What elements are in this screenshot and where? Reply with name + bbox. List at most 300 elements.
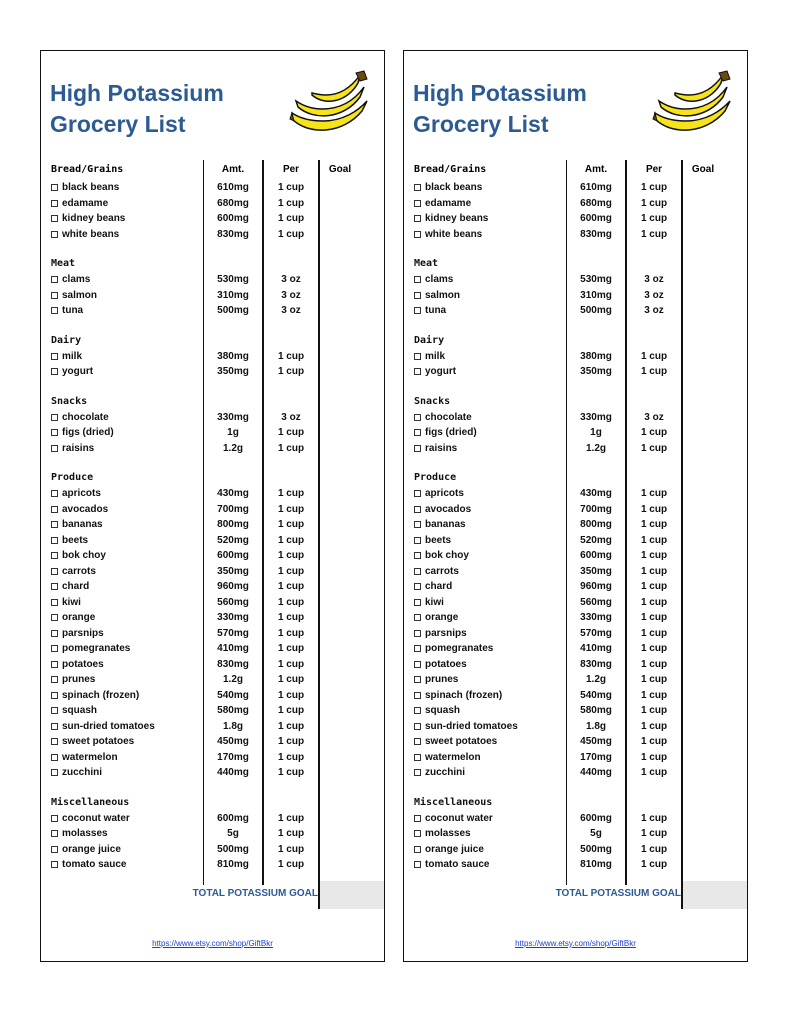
- item-name: [51, 364, 93, 380]
- item-name: [51, 227, 119, 243]
- list-item: [41, 288, 384, 304]
- item-label: chocolate: [62, 411, 109, 423]
- checkbox-icon[interactable]: [414, 490, 421, 497]
- item-label: tomato sauce: [62, 859, 127, 870]
- item-label: figs (dried): [425, 427, 477, 438]
- item-name: [414, 688, 502, 704]
- item-label: edamame: [425, 197, 472, 209]
- item-name: [414, 517, 466, 533]
- item-name: [51, 441, 94, 457]
- checkbox-icon[interactable]: [51, 830, 58, 837]
- banana-icon: [651, 69, 735, 145]
- checkbox-icon[interactable]: [51, 231, 58, 238]
- item-per: 1 cup: [277, 581, 305, 592]
- checkbox-icon[interactable]: [51, 368, 58, 375]
- item-name: [51, 502, 108, 518]
- item-name: [414, 211, 488, 227]
- checkbox-icon[interactable]: [414, 830, 421, 837]
- item-name: [51, 610, 95, 626]
- item-name: [414, 502, 471, 518]
- item-label: tuna: [425, 305, 447, 316]
- section-produce: [41, 470, 384, 781]
- item-amount: 600mg: [580, 550, 612, 561]
- checkbox-icon[interactable]: [414, 599, 421, 606]
- checkbox-icon[interactable]: [51, 846, 58, 853]
- checkbox-icon[interactable]: [51, 490, 58, 497]
- item-per: 1 cup: [277, 751, 305, 763]
- item-amount: 600mg: [217, 213, 249, 224]
- item-per: 1 cup: [640, 643, 668, 654]
- checkbox-icon[interactable]: [414, 307, 421, 314]
- list-item: [41, 211, 384, 227]
- checkbox-icon[interactable]: [51, 754, 58, 761]
- list-item: [41, 811, 384, 827]
- checkbox-icon[interactable]: [51, 445, 58, 452]
- item-amount: 560mg: [217, 596, 249, 608]
- checkbox-icon[interactable]: [51, 521, 58, 528]
- section-title: Miscellaneous: [51, 796, 130, 808]
- checkbox-icon[interactable]: [51, 429, 58, 436]
- list-item: [404, 579, 747, 595]
- item-amount: 600mg: [580, 213, 612, 224]
- item-label: raisins: [425, 442, 458, 454]
- section-gap: [404, 319, 747, 333]
- item-name: [51, 486, 101, 502]
- checkbox-icon[interactable]: [414, 429, 421, 436]
- item-per: 1 cup: [277, 596, 305, 608]
- section-miscellaneous: [41, 795, 384, 873]
- item-amount: 330mg: [217, 411, 249, 423]
- checkbox-icon[interactable]: [51, 215, 58, 222]
- list-item: [404, 410, 747, 426]
- grocery-table: [41, 164, 384, 873]
- list-item: [404, 641, 747, 657]
- item-name: [51, 719, 155, 735]
- item-per: 1 cup: [277, 228, 305, 240]
- checkbox-icon[interactable]: [51, 630, 58, 637]
- item-label: sweet potatoes: [62, 736, 135, 747]
- checkbox-icon[interactable]: [51, 769, 58, 776]
- checkbox-icon[interactable]: [51, 723, 58, 730]
- item-name: [51, 533, 88, 549]
- checkbox-icon[interactable]: [414, 506, 421, 513]
- item-amount: 520mg: [580, 534, 612, 546]
- item-per: 1 cup: [640, 366, 668, 377]
- item-per: 1 cup: [277, 213, 305, 224]
- column-header-row: [41, 164, 384, 180]
- item-amount: 1g: [590, 427, 602, 438]
- section-gap: [41, 319, 384, 333]
- item-per: 3 oz: [644, 289, 664, 301]
- item-label: molasses: [425, 828, 471, 839]
- checkbox-icon[interactable]: [51, 645, 58, 652]
- section-snacks: [404, 394, 747, 457]
- item-name: [51, 626, 104, 642]
- item-per: 1 cup: [640, 182, 668, 193]
- item-amount: 1g: [227, 427, 239, 438]
- item-amount: 580mg: [217, 705, 249, 716]
- checkbox-icon[interactable]: [414, 368, 421, 375]
- checkbox-icon[interactable]: [414, 630, 421, 637]
- list-item: [404, 595, 747, 611]
- list-item: [41, 441, 384, 457]
- section-gap: [404, 781, 747, 795]
- item-name: [414, 288, 460, 304]
- item-label: chard: [62, 581, 90, 592]
- item-name: [51, 857, 126, 873]
- checkbox-icon[interactable]: [414, 692, 421, 699]
- checkbox-icon[interactable]: [414, 445, 421, 452]
- checkbox-icon[interactable]: [51, 599, 58, 606]
- checkbox-icon[interactable]: [51, 292, 58, 299]
- checkbox-icon[interactable]: [414, 414, 421, 421]
- total-goal-box[interactable]: [683, 881, 747, 909]
- item-label: tomato sauce: [425, 859, 490, 870]
- item-per: 1 cup: [277, 627, 305, 639]
- list-item: [41, 719, 384, 735]
- grocery-table: [404, 164, 747, 873]
- item-name: [414, 734, 497, 750]
- checkbox-icon[interactable]: [414, 353, 421, 360]
- item-amount: 5g: [590, 828, 602, 839]
- title-line-2: Grocery List: [50, 111, 186, 137]
- checkbox-icon[interactable]: [414, 676, 421, 683]
- item-amount: 1.2g: [585, 674, 606, 685]
- item-name: [51, 211, 125, 227]
- checkbox-icon[interactable]: [414, 537, 421, 544]
- item-amount: 500mg: [580, 305, 612, 316]
- checkbox-icon[interactable]: [414, 707, 421, 714]
- list-item: [404, 502, 747, 518]
- item-per: 1 cup: [640, 565, 668, 577]
- item-amount: 170mg: [580, 751, 612, 763]
- shop-link[interactable]: https://www.etsy.com/shop/GiftBkr: [152, 939, 273, 948]
- item-name: [414, 579, 452, 595]
- item-per: 1 cup: [640, 812, 668, 824]
- list-item: [41, 672, 384, 688]
- checkbox-icon[interactable]: [51, 661, 58, 668]
- item-name: [51, 672, 95, 688]
- section-gap: [41, 242, 384, 256]
- item-per: 1 cup: [277, 658, 305, 670]
- item-amount: 350mg: [580, 565, 612, 577]
- section-title: Produce: [51, 472, 94, 483]
- list-item: [404, 734, 747, 750]
- item-per: 1 cup: [277, 736, 305, 747]
- checkbox-icon[interactable]: [51, 861, 58, 868]
- list-item: [41, 548, 384, 564]
- item-name: [414, 180, 482, 196]
- checkbox-icon[interactable]: [414, 292, 421, 299]
- item-amount: 560mg: [580, 596, 612, 608]
- section-miscellaneous: [404, 795, 747, 873]
- checkbox-icon[interactable]: [414, 521, 421, 528]
- item-name: [414, 410, 472, 426]
- item-per: 1 cup: [277, 859, 305, 870]
- item-per: 1 cup: [640, 720, 668, 732]
- list-item: [404, 548, 747, 564]
- list-item: [41, 657, 384, 673]
- list-item: [41, 272, 384, 288]
- checkbox-icon[interactable]: [51, 414, 58, 421]
- item-amount: 960mg: [217, 581, 249, 592]
- item-per: 1 cup: [277, 674, 305, 685]
- item-per: 1 cup: [277, 442, 305, 454]
- item-amount: 410mg: [217, 643, 249, 654]
- item-label: black beans: [62, 182, 120, 193]
- item-per: 3 oz: [281, 305, 301, 316]
- list-item: [404, 364, 747, 380]
- item-label: black beans: [425, 182, 483, 193]
- item-name: [414, 533, 451, 549]
- item-label: tuna: [62, 305, 84, 316]
- item-label: avocados: [62, 503, 109, 515]
- checkbox-icon[interactable]: [51, 707, 58, 714]
- list-item: [404, 303, 747, 319]
- checkbox-icon[interactable]: [51, 184, 58, 191]
- item-amount: 600mg: [217, 812, 249, 824]
- item-per: 1 cup: [277, 427, 305, 438]
- item-per: 1 cup: [640, 197, 668, 209]
- item-amount: 600mg: [217, 550, 249, 561]
- section-title: Meat: [414, 258, 439, 269]
- checkbox-icon[interactable]: [51, 692, 58, 699]
- shop-link[interactable]: https://www.etsy.com/shop/GiftBkr: [515, 939, 636, 948]
- item-label: apricots: [62, 488, 101, 499]
- item-label: watermelon: [62, 751, 118, 763]
- checkbox-icon[interactable]: [414, 184, 421, 191]
- item-per: 1 cup: [277, 503, 305, 515]
- item-per: 1 cup: [640, 350, 668, 362]
- item-per: 1 cup: [640, 550, 668, 561]
- item-name: [414, 364, 456, 380]
- list-item: [41, 425, 384, 441]
- item-amount: 380mg: [580, 350, 612, 362]
- checkbox-icon[interactable]: [414, 738, 421, 745]
- checkbox-icon[interactable]: [414, 276, 421, 283]
- item-amount: 540mg: [580, 689, 612, 701]
- checkbox-icon[interactable]: [414, 231, 421, 238]
- title-line-1: High Potassium: [413, 80, 587, 106]
- section-title: Bread/Grains: [414, 164, 487, 175]
- list-item: [41, 826, 384, 842]
- item-label: prunes: [425, 674, 459, 685]
- item-amount: 610mg: [217, 182, 249, 193]
- checkbox-icon[interactable]: [414, 215, 421, 222]
- item-per: 1 cup: [277, 705, 305, 716]
- checkbox-icon[interactable]: [51, 614, 58, 621]
- item-per: 1 cup: [277, 689, 305, 701]
- total-row: [404, 881, 747, 909]
- checkbox-icon[interactable]: [51, 676, 58, 683]
- item-amount: 410mg: [580, 643, 612, 654]
- item-label: pomegranates: [425, 643, 494, 654]
- item-amount: 830mg: [217, 228, 249, 240]
- list-item: [404, 425, 747, 441]
- item-label: kiwi: [425, 596, 444, 608]
- item-name: [414, 227, 482, 243]
- checkbox-icon[interactable]: [414, 861, 421, 868]
- list-item: [41, 641, 384, 657]
- banana-icon: [288, 69, 372, 145]
- item-name: [51, 196, 108, 212]
- item-amount: 350mg: [580, 366, 612, 377]
- item-per: 1 cup: [277, 767, 305, 778]
- item-name: [414, 719, 518, 735]
- checkbox-icon[interactable]: [414, 552, 421, 559]
- item-name: [414, 765, 465, 781]
- column-header-amt: Amt.: [221, 164, 245, 175]
- item-per: 1 cup: [277, 828, 305, 839]
- item-label: salmon: [425, 289, 461, 301]
- list-item: [41, 626, 384, 642]
- checkbox-icon[interactable]: [414, 645, 421, 652]
- item-amount: 700mg: [217, 503, 249, 515]
- item-per: 1 cup: [640, 736, 668, 747]
- item-per: 1 cup: [640, 674, 668, 685]
- checkbox-icon[interactable]: [51, 568, 58, 575]
- item-per: 3 oz: [281, 411, 301, 423]
- section-title: Bread/Grains: [51, 164, 124, 175]
- item-per: 3 oz: [281, 274, 301, 285]
- list-item: [41, 703, 384, 719]
- item-name: [51, 750, 118, 766]
- item-amount: 1.8g: [222, 720, 243, 732]
- column-header-per: Per: [282, 164, 300, 175]
- checkbox-icon[interactable]: [414, 723, 421, 730]
- item-name: [414, 272, 453, 288]
- item-per: 1 cup: [277, 488, 305, 499]
- item-name: [414, 441, 457, 457]
- item-label: coconut water: [62, 812, 130, 824]
- item-name: [414, 750, 481, 766]
- checkbox-icon[interactable]: [414, 583, 421, 590]
- item-name: [51, 425, 114, 441]
- item-per: 1 cup: [640, 503, 668, 515]
- section-title: Meat: [51, 258, 76, 269]
- item-name: [51, 548, 106, 564]
- item-per: 1 cup: [277, 550, 305, 561]
- item-amount: 440mg: [580, 767, 612, 778]
- checkbox-icon[interactable]: [414, 614, 421, 621]
- item-amount: 430mg: [217, 488, 249, 499]
- list-item: [41, 196, 384, 212]
- checkbox-icon[interactable]: [414, 846, 421, 853]
- item-label: raisins: [62, 442, 95, 454]
- item-name: [51, 288, 97, 304]
- item-name: [51, 641, 130, 657]
- item-amount: 540mg: [217, 689, 249, 701]
- item-per: 1 cup: [640, 442, 668, 454]
- item-amount: 520mg: [217, 534, 249, 546]
- checkbox-icon[interactable]: [51, 307, 58, 314]
- item-amount: 310mg: [580, 289, 612, 301]
- item-name: [414, 811, 493, 827]
- list-item: [41, 750, 384, 766]
- item-per: 1 cup: [277, 720, 305, 732]
- grocery-card-left: [40, 50, 385, 962]
- item-per: 1 cup: [640, 534, 668, 546]
- list-item: [404, 672, 747, 688]
- section-title: Dairy: [51, 334, 82, 346]
- section-title: Dairy: [414, 334, 445, 346]
- checkbox-icon[interactable]: [51, 353, 58, 360]
- item-label: molasses: [62, 828, 108, 839]
- item-amount: 1.2g: [222, 674, 243, 685]
- checkbox-icon[interactable]: [414, 200, 421, 207]
- item-label: sun-dried tomatoes: [425, 720, 518, 732]
- list-item: [404, 288, 747, 304]
- item-amount: 330mg: [217, 612, 249, 623]
- list-item: [404, 610, 747, 626]
- item-label: orange: [425, 612, 459, 623]
- checkbox-icon[interactable]: [51, 537, 58, 544]
- item-label: squash: [62, 705, 98, 716]
- item-label: kidney beans: [62, 213, 126, 224]
- list-item: [404, 517, 747, 533]
- list-item: [41, 765, 384, 781]
- checkbox-icon[interactable]: [414, 754, 421, 761]
- item-name: [414, 610, 458, 626]
- total-row: [41, 881, 384, 909]
- checkbox-icon[interactable]: [51, 506, 58, 513]
- total-goal-box[interactable]: [320, 881, 384, 909]
- item-amount: 1.8g: [585, 720, 606, 732]
- total-potassium-goal-label: TOTAL POTASSIUM GOAL: [192, 888, 318, 899]
- item-name: [51, 688, 139, 704]
- section-meat: [404, 256, 747, 319]
- item-amount: 1.2g: [585, 442, 606, 454]
- item-name: [51, 703, 97, 719]
- item-label: yogurt: [62, 366, 94, 377]
- item-label: parsnips: [425, 627, 467, 639]
- list-item: [41, 533, 384, 549]
- item-name: [414, 548, 469, 564]
- checkbox-icon[interactable]: [51, 738, 58, 745]
- title-line-2: Grocery List: [413, 111, 549, 137]
- item-label: kidney beans: [425, 213, 489, 224]
- item-per: 1 cup: [277, 350, 305, 362]
- list-item: [41, 595, 384, 611]
- checkbox-icon[interactable]: [51, 200, 58, 207]
- list-item: [404, 626, 747, 642]
- checkbox-icon[interactable]: [51, 552, 58, 559]
- item-per: 1 cup: [277, 643, 305, 654]
- item-per: 1 cup: [640, 689, 668, 701]
- item-name: [51, 564, 96, 580]
- checkbox-icon[interactable]: [51, 583, 58, 590]
- item-name: [51, 410, 109, 426]
- checkbox-icon[interactable]: [414, 661, 421, 668]
- checkbox-icon[interactable]: [414, 815, 421, 822]
- section-gap: [404, 242, 747, 256]
- checkbox-icon[interactable]: [414, 769, 421, 776]
- item-name: [414, 626, 467, 642]
- item-amount: 440mg: [217, 767, 249, 778]
- item-name: [51, 579, 89, 595]
- item-amount: 610mg: [580, 182, 612, 193]
- item-per: 3 oz: [644, 411, 664, 423]
- item-per: 1 cup: [640, 751, 668, 763]
- item-label: carrots: [425, 565, 459, 577]
- checkbox-icon[interactable]: [51, 815, 58, 822]
- item-amount: 380mg: [217, 350, 249, 362]
- item-label: apricots: [425, 488, 464, 499]
- checkbox-icon[interactable]: [51, 276, 58, 283]
- item-amount: 800mg: [580, 519, 612, 530]
- checkbox-icon[interactable]: [414, 568, 421, 575]
- item-name: [51, 811, 130, 827]
